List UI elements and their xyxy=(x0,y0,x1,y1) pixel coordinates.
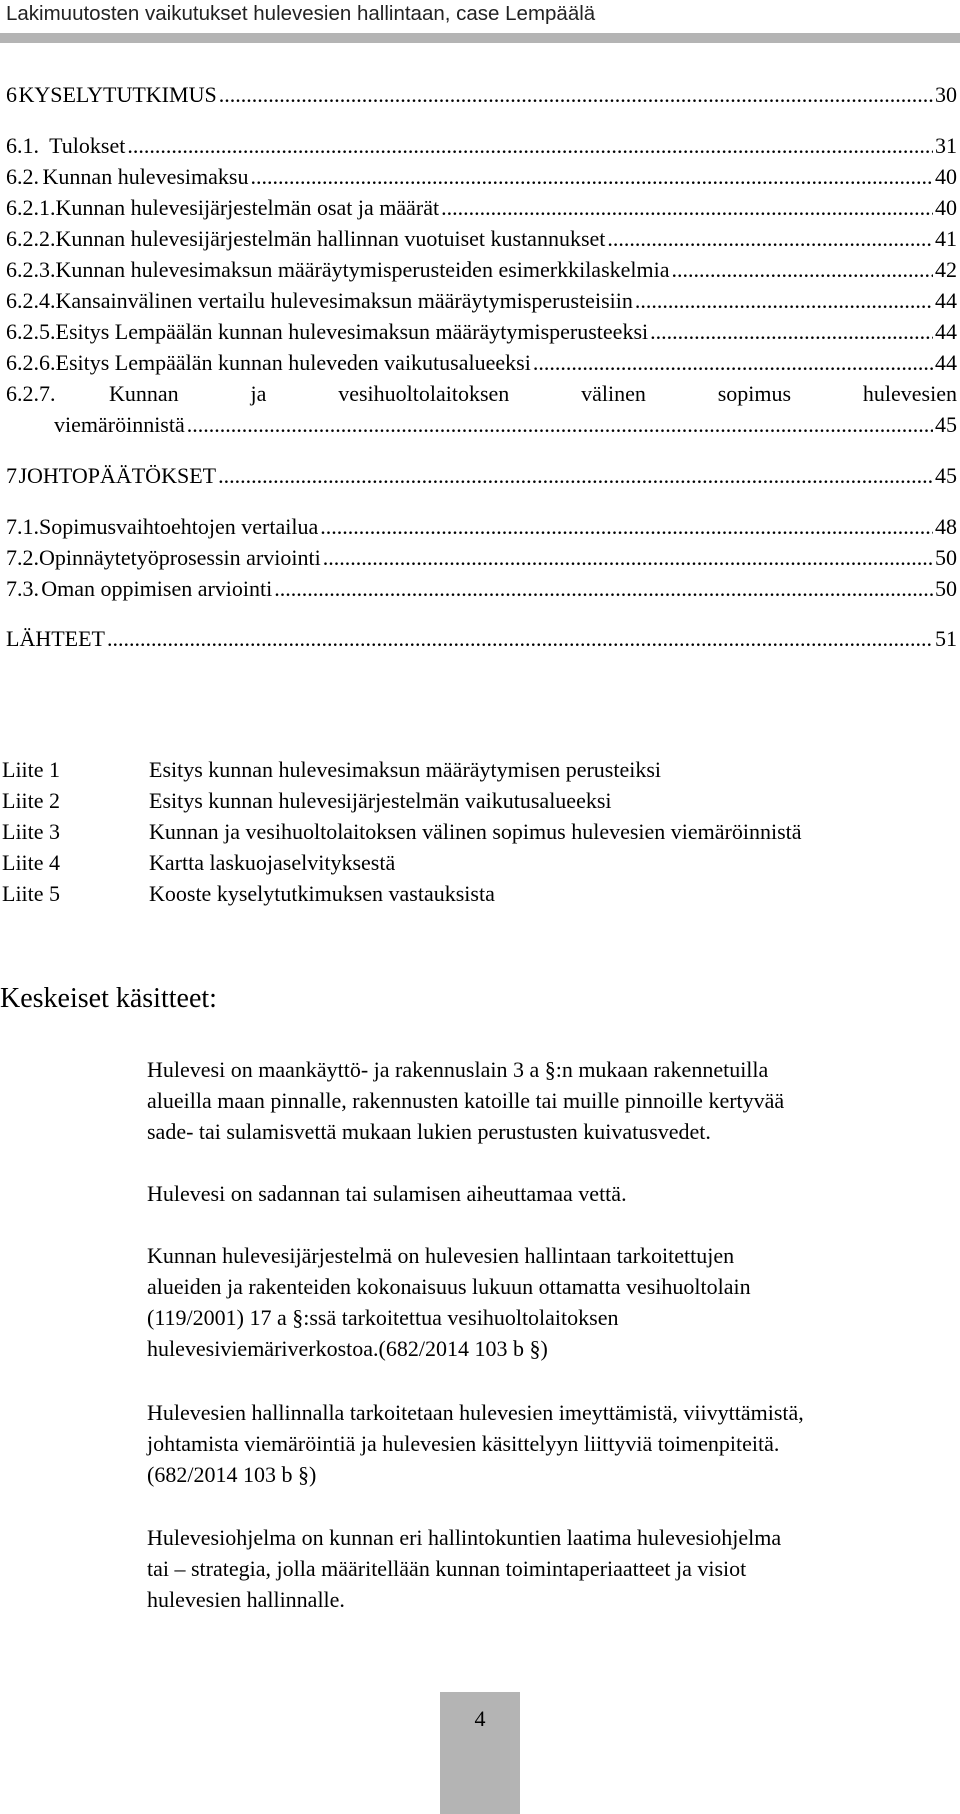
toc-entry-lahteet[interactable] xyxy=(6,624,957,654)
attachment-description: Esitys kunnan hulevesijärjestelmän vaikutusalueeksi xyxy=(149,788,612,813)
toc-leader xyxy=(107,624,933,654)
toc-number: 6.2.6. xyxy=(6,350,56,375)
paragraph-line: alueilla maan pinnalle, rakennusten katoille tai muille pinnoille kertyvää xyxy=(147,1088,785,1113)
toc-entry-6-1[interactable] xyxy=(6,131,957,161)
toc-word: sopimus xyxy=(717,381,792,406)
toc-entry-6-2[interactable] xyxy=(6,162,957,192)
toc-title: Kunnan hulevesijärjestelmän osat ja määrät xyxy=(55,195,440,220)
toc-number: 6.2.3. xyxy=(6,257,56,282)
toc-page: 44 xyxy=(935,350,957,375)
toc-word: hulevesien xyxy=(862,381,957,406)
attachment-description: Kooste kyselytutkimuksen vastauksista xyxy=(149,881,495,906)
toc-entry-6-2-2[interactable] xyxy=(6,224,957,254)
toc-entry-6-2-1[interactable] xyxy=(6,193,957,223)
toc-page: 42 xyxy=(935,257,957,282)
concept-paragraph-hulevesijarjestelma xyxy=(147,1240,957,1364)
paragraph-line: (682/2014 103 b §) xyxy=(147,1462,317,1487)
toc-word: ja xyxy=(250,381,267,406)
toc-page: 40 xyxy=(935,164,957,189)
attachment-description: Esitys kunnan hulevesimaksun määräytymisen perusteiksi xyxy=(149,757,662,782)
toc-title: Sopimusvaihtoehtojen vertailua xyxy=(39,514,319,539)
toc-number: 7.2. xyxy=(6,545,39,570)
paragraph-line: Kunnan hulevesijärjestelmä on hulevesien hallintaan tarkoitettujen xyxy=(147,1243,735,1268)
running-header-title: Lakimuutosten vaikutukset hulevesien hallintaan, case Lempäälä xyxy=(6,2,596,25)
toc-number: 6.2.1. xyxy=(6,195,56,220)
toc-leader xyxy=(607,224,933,254)
toc-leader xyxy=(250,162,933,192)
toc-number: 6.2.2. xyxy=(6,226,56,251)
toc-leader xyxy=(533,348,933,378)
toc-page: 48 xyxy=(935,514,957,539)
toc-word: vesihuoltolaitoksen xyxy=(338,381,510,406)
toc-number: 7.3. xyxy=(6,576,39,601)
toc-title: LÄHTEET xyxy=(6,626,105,651)
toc-entry-6[interactable] xyxy=(6,80,957,110)
paragraph-line: alueiden ja rakenteiden kokonaisuus lukuun ottamatta vesihuoltolain xyxy=(147,1274,751,1299)
paragraph-line: hulevesiviemäriverkostoa.(682/2014 103 b §) xyxy=(147,1336,548,1361)
toc-leader xyxy=(127,131,933,161)
toc-page: 31 xyxy=(935,133,957,158)
attachment-row xyxy=(2,786,957,816)
concept-paragraph-hallinta xyxy=(147,1397,957,1490)
toc-title: Kansainvälinen vertailu hulevesimaksun määräytymisperusteisiin xyxy=(55,288,633,313)
toc-leader xyxy=(187,410,933,440)
toc-number: 6.2. xyxy=(6,164,39,189)
toc-title: Kunnan hulevesijärjestelmän hallinnan vuotuiset kustannukset xyxy=(55,226,606,251)
toc-entry-6-2-5[interactable] xyxy=(6,317,957,347)
toc-page: 45 xyxy=(935,463,957,488)
paragraph-line: (119/2001) 17 a §:ssä tarkoitettua vesihuoltolaitoksen xyxy=(147,1305,619,1330)
toc-page: 51 xyxy=(935,626,957,651)
toc-page: 30 xyxy=(935,82,957,107)
toc-title: viemäröinnistä xyxy=(54,412,185,437)
paragraph-line: tai – strategia, jolla määritellään kunnan toimintaperiaatteet ja visiot xyxy=(147,1556,747,1581)
concepts-heading: Keskeiset käsitteet: xyxy=(0,983,217,1014)
toc-entry-6-2-4[interactable] xyxy=(6,286,957,316)
paragraph-line: Hulevesien hallinnalla tarkoitetaan hulevesien imeyttämistä, viivyttämistä, xyxy=(147,1400,804,1425)
toc-leader xyxy=(672,255,933,285)
attachment-row xyxy=(2,755,957,785)
header-rule xyxy=(0,33,960,43)
attachment-row xyxy=(2,848,957,878)
toc-leader xyxy=(274,574,933,604)
toc-number: 7.1. xyxy=(6,514,39,539)
attachment-row xyxy=(2,879,957,909)
attachment-row xyxy=(2,817,957,847)
toc-title-justified xyxy=(109,379,957,409)
attachment-description: Kartta laskuojaselvityksestä xyxy=(149,850,396,875)
toc-entry-7[interactable] xyxy=(6,461,957,491)
toc-leader xyxy=(650,317,933,347)
toc-title: Kunnan hulevesimaksu xyxy=(42,164,249,189)
toc-page: 45 xyxy=(935,412,957,437)
paragraph-line: Hulevesiohjelma on kunnan eri hallintokuntien laatima hulevesiohjelma xyxy=(147,1525,782,1550)
toc-page: 44 xyxy=(935,319,957,344)
toc-entry-7-1[interactable] xyxy=(6,512,957,542)
toc-title: KYSELYTUTKIMUS xyxy=(18,82,217,107)
toc-word: välinen xyxy=(581,381,646,406)
toc-title: JOHTOPÄÄTÖKSET xyxy=(18,463,217,488)
toc-number: 6.2.7. xyxy=(6,381,56,406)
toc-title: Kunnan hulevesimaksun määräytymisperusteiden esimerkkilaskelmia xyxy=(55,257,670,282)
paragraph-line: Hulevesi on maankäyttö- ja rakennuslain 3 a §:n mukaan rakennetuilla xyxy=(147,1057,769,1082)
toc-page: 40 xyxy=(935,195,957,220)
toc-leader xyxy=(219,80,933,110)
attachment-label: Liite 5 xyxy=(2,881,61,906)
toc-leader xyxy=(323,543,933,573)
concept-paragraph-hulevesi xyxy=(147,1054,957,1147)
toc-title: Oman oppimisen arviointi xyxy=(41,576,273,601)
toc-page: 41 xyxy=(935,226,957,251)
toc-entry-6-2-7[interactable] xyxy=(6,379,957,409)
toc-leader xyxy=(218,461,933,491)
toc-title: Esitys Lempäälän kunnan huleveden vaikutusalueeksi xyxy=(55,350,531,375)
toc-number: 7 xyxy=(6,463,17,488)
toc-entry-6-2-6[interactable] xyxy=(6,348,957,378)
paragraph-line: hulevesien hallinnalle. xyxy=(147,1587,345,1612)
toc-leader xyxy=(320,512,933,542)
toc-title: Tulokset xyxy=(49,133,126,158)
toc-entry-7-3[interactable] xyxy=(6,574,957,604)
toc-number: 6 xyxy=(6,82,17,107)
toc-number: 6.2.5. xyxy=(6,319,56,344)
attachment-description: Kunnan ja vesihuoltolaitoksen välinen sopimus hulevesien viemäröinnistä xyxy=(149,819,802,844)
concept-paragraph-hulevesi-2 xyxy=(147,1178,957,1209)
attachment-label: Liite 3 xyxy=(2,819,61,844)
toc-page: 44 xyxy=(935,288,957,313)
toc-entry-6-2-3[interactable] xyxy=(6,255,957,285)
toc-title: Opinnäytetyöprosessin arviointi xyxy=(39,545,321,570)
toc-page: 50 xyxy=(935,576,957,601)
toc-leader xyxy=(635,286,933,316)
toc-title: Esitys Lempäälän kunnan hulevesimaksun määräytymisperusteeksi xyxy=(55,319,649,344)
paragraph-line: johtamista viemäröintiä ja hulevesien käsittelyyn liittyviä toimenpiteitä. xyxy=(147,1431,780,1456)
toc-number: 6.2.4. xyxy=(6,288,56,313)
concept-paragraph-hulevesiohjelma xyxy=(147,1522,957,1615)
toc-word: Kunnan xyxy=(109,381,179,406)
page-number: 4 xyxy=(474,1706,486,1731)
toc-page: 50 xyxy=(935,545,957,570)
attachment-label: Liite 2 xyxy=(2,788,61,813)
toc-leader xyxy=(441,193,933,223)
attachment-label: Liite 4 xyxy=(2,850,61,875)
attachment-label: Liite 1 xyxy=(2,757,61,782)
toc-entry-6-2-7-cont[interactable] xyxy=(54,410,957,440)
paragraph-line: sade- tai sulamisvettä mukaan lukien perustusten kuivatusvedet. xyxy=(147,1119,711,1144)
toc-entry-7-2[interactable] xyxy=(6,543,957,573)
toc-number: 6.1. xyxy=(6,133,39,158)
paragraph-line: Hulevesi on sadannan tai sulamisen aiheuttamaa vettä. xyxy=(147,1181,627,1206)
